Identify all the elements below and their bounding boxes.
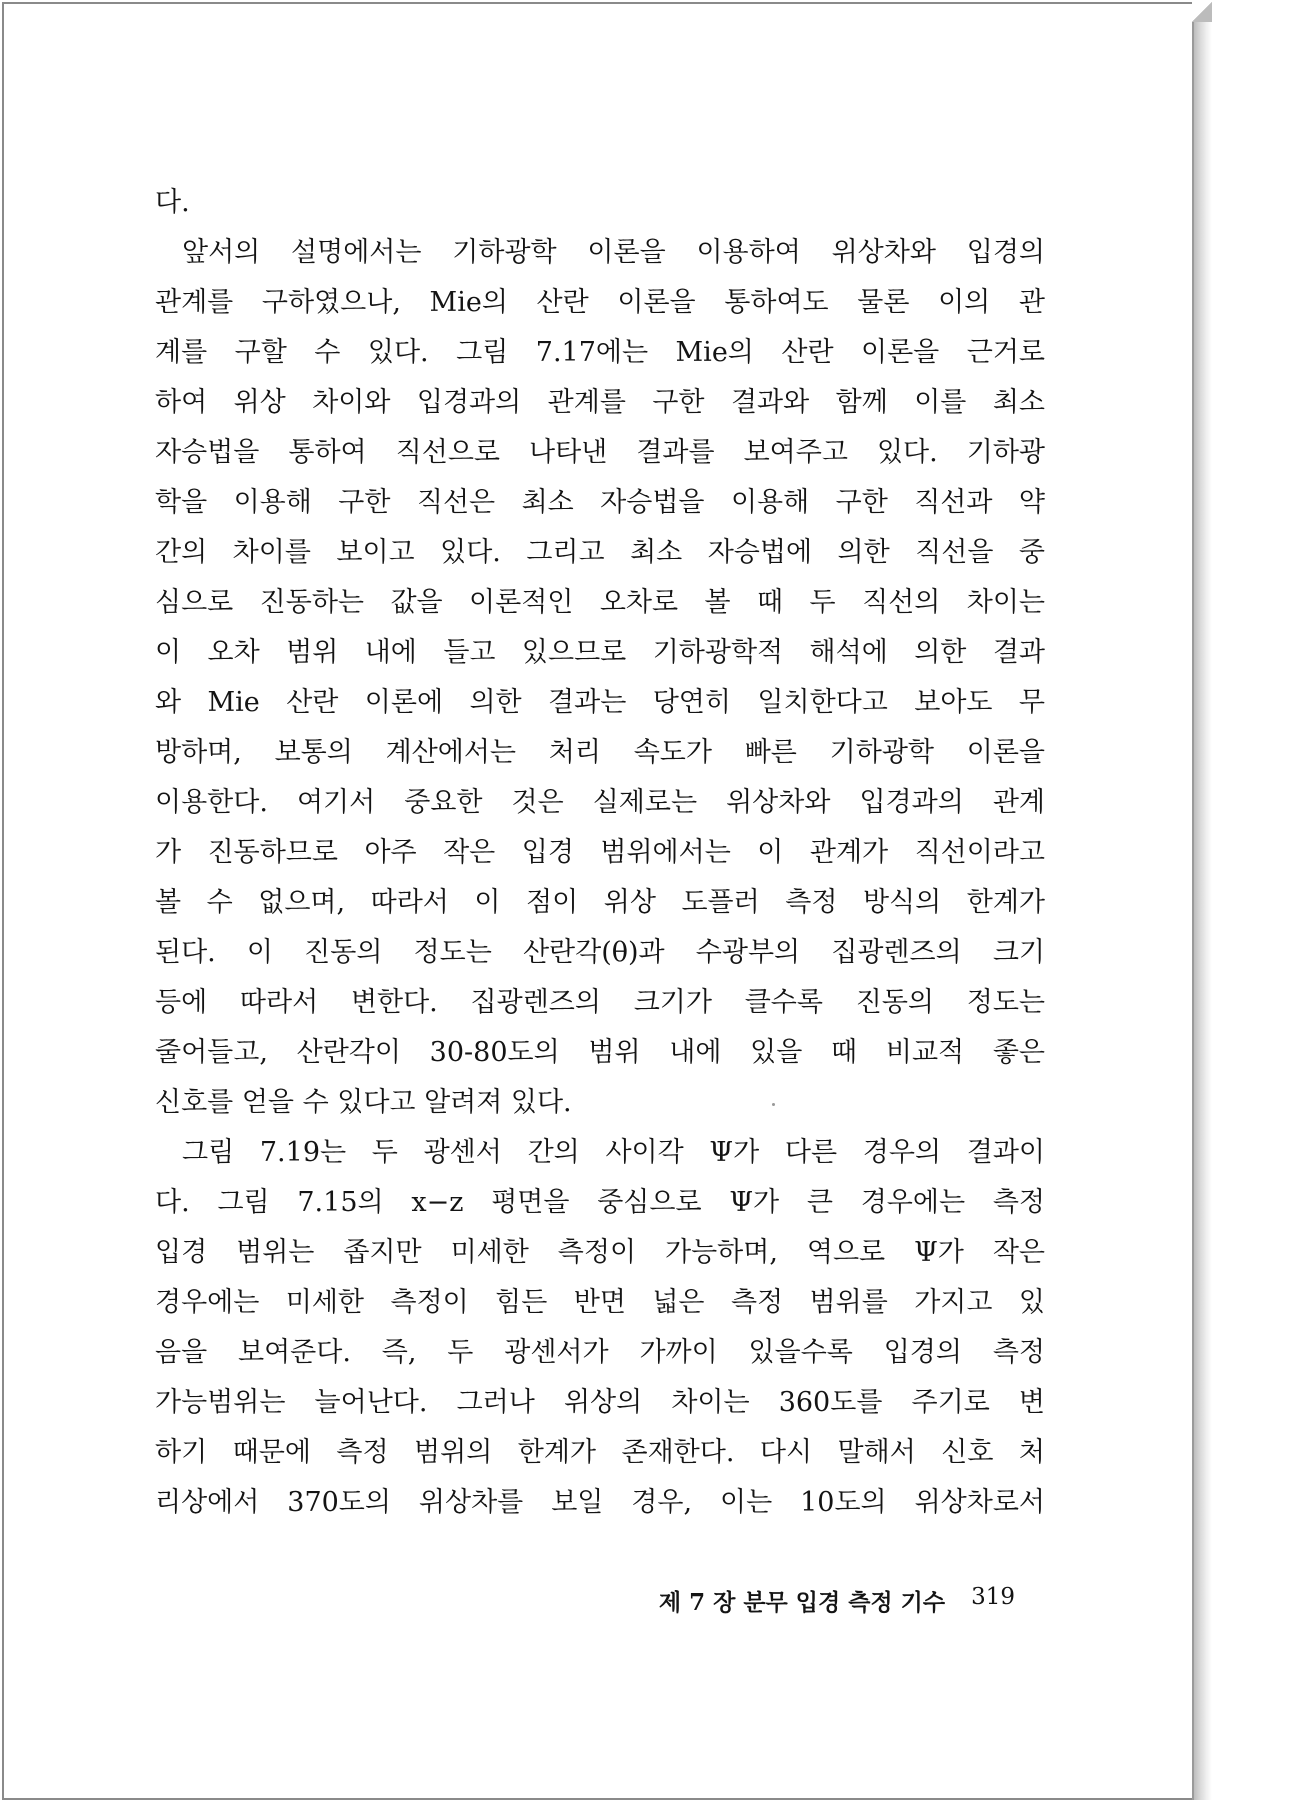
text-line: 하여 위상 차이와 입경과의 관계를 구한 결과와 함께 이를 최소 — [155, 387, 1045, 418]
text-line: 된다. 이 진동의 정도는 산란각(θ)과 수광부의 집광렌즈의 크기 — [155, 937, 1045, 968]
text-line: 방하며, 보통의 계산에서는 처리 속도가 빠른 기하광학 이론을 — [155, 737, 1045, 768]
text-line: 볼 수 없으며, 따라서 이 점이 위상 도플러 측정 방식의 한계가 — [155, 887, 1045, 918]
text-line: 하기 때문에 측정 범위의 한계가 존재한다. 다시 말해서 신호 처 — [155, 1437, 1045, 1468]
text-line: 와 Mie 산란 이론에 의한 결과는 당연히 일치한다고 보아도 무 — [155, 687, 1045, 718]
text-line: 입경 범위는 좁지만 미세한 측정이 가능하며, 역으로 Ψ가 작은 — [155, 1237, 1045, 1268]
text-line: 그림 7.19는 두 광센서 간의 사이각 Ψ가 다른 경우의 결과이 — [182, 1137, 1045, 1168]
text-line: 학을 이용해 구한 직선은 최소 자승법을 이용해 구한 직선과 약 — [155, 487, 1045, 518]
text-line: 리상에서 370도의 위상차를 보일 경우, 이는 10도의 위상차로서 — [155, 1487, 1045, 1518]
text-line: 다. 그림 7.15의 x−z 평면을 중심으로 Ψ가 큰 경우에는 측정 — [155, 1187, 1045, 1218]
page-number: 319 — [971, 1584, 1015, 1610]
page-edge — [1192, 4, 1212, 1800]
text-line: 가 진동하므로 아주 작은 입경 범위에서는 이 관계가 직선이라고 — [155, 837, 1045, 868]
page-corner — [1192, 2, 1212, 22]
body-text — [155, 178, 1045, 1528]
page-footer — [610, 1584, 1015, 1617]
text-line: 음을 보여준다. 즉, 두 광센서가 가까이 있을수록 입경의 측정 — [155, 1337, 1045, 1368]
text-line: 경우에는 미세한 측정이 힘든 반면 넓은 측정 범위를 가지고 있 — [155, 1287, 1045, 1318]
text-line: 가능범위는 늘어난다. 그러나 위상의 차이는 360도를 주기로 변 — [155, 1387, 1045, 1418]
text-line: 다. — [155, 187, 190, 218]
text-line: 앞서의 설명에서는 기하광학 이론을 이용하여 위상차와 입경의 — [182, 237, 1045, 268]
text-line: 이 오차 범위 내에 들고 있으므로 기하광학적 해석에 의한 결과 — [155, 637, 1045, 668]
text-line: 계를 구할 수 있다. 그림 7.17에는 Mie의 산란 이론을 근거로 — [155, 337, 1045, 368]
print-speck — [772, 1103, 775, 1106]
text-line: 관계를 구하였으나, Mie의 산란 이론을 통하여도 물론 이의 관 — [155, 287, 1045, 318]
text-line: 자승법을 통하여 직선으로 나타낸 결과를 보여주고 있다. 기하광 — [155, 437, 1045, 468]
text-line: 이용한다. 여기서 중요한 것은 실제로는 위상차와 입경과의 관계 — [155, 787, 1045, 818]
text-line: 줄어들고, 산란각이 30-80도의 범위 내에 있을 때 비교적 좋은 — [155, 1037, 1045, 1068]
text-line: 심으로 진동하는 값을 이론적인 오차로 볼 때 두 직선의 차이는 — [155, 587, 1045, 618]
text-line: 신호를 얻을 수 있다고 알려져 있다. — [155, 1087, 572, 1118]
text-line: 간의 차이를 보이고 있다. 그리고 최소 자승법에 의한 직선을 중 — [155, 537, 1045, 568]
text-line: 등에 따라서 변한다. 집광렌즈의 크기가 클수록 진동의 정도는 — [155, 987, 1045, 1018]
running-footer-chapter: 제 7 장 분무 입경 측정 기수 — [658, 1589, 946, 1616]
